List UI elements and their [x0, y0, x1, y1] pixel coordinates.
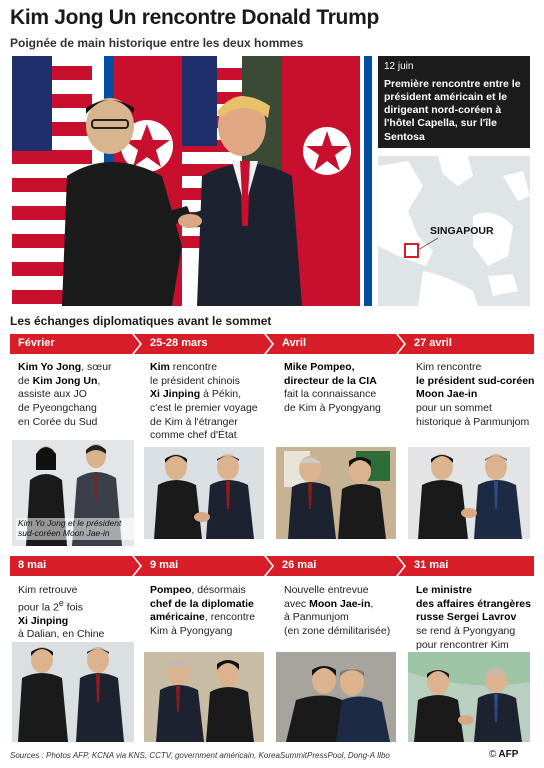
- photo-kim-moon: [408, 447, 530, 539]
- timeline-row-2-bar: [10, 556, 534, 576]
- timeline-date: 26 mai: [282, 559, 317, 571]
- afp-logo-text: AFP: [498, 749, 519, 760]
- meeting-date: 12 juin: [384, 61, 414, 72]
- timeline-date: 25-28 mars: [150, 337, 208, 349]
- sources-footer: Sources : Photos AFP, KCNA via KNS, CCTV, government américain, KoreaSummitPressPool, Dong-A Ilbo: [10, 751, 390, 760]
- meeting-info-box: [378, 56, 530, 148]
- timeline-text: Pompeo, désormais chef de la diplomatie américaine, rencontre Kim à Pyongyang: [150, 584, 256, 637]
- timeline-text: Kim retrouve pour la 2e fois Xi Jinping à Dalian, en Chine: [18, 584, 105, 641]
- timeline-text: Kim Yo Jong, sœur de Kim Jong Un, assiste aux JO de Pyeongchang en Corée du Sud: [18, 361, 112, 428]
- timeline-text: Kim rencontre le président chinois Xi Jinping à Pékin, c'est le premier voyage de Kim à l'étranger comme chef d'État: [150, 361, 258, 442]
- timeline-date: 27 avril: [414, 337, 452, 349]
- timeline-date: Février: [18, 337, 55, 349]
- photo-caption: Kim Yo Jong et le président sud-coréen Moon Jae-in: [16, 518, 136, 540]
- photo-kim-xi-dalian: [12, 642, 134, 742]
- photo-pompeo-kim-may: [144, 652, 264, 742]
- handshake-photo: [12, 56, 372, 306]
- afp-logo: [489, 749, 518, 760]
- timeline-text: Mike Pompeo, directeur de la CIA fait la connaissance de Kim à Pyongyang: [284, 361, 381, 414]
- page-title: Kim Jong Un rencontre Donald Trump: [10, 6, 379, 29]
- photo-pompeo-kim: [276, 447, 396, 539]
- timeline-text: Nouvelle entrevue avec Moon Jae-in, à Panmunjom (en zone démilitarisée): [284, 584, 391, 637]
- timeline-date: Avril: [282, 337, 307, 349]
- timeline-date: 9 mai: [150, 559, 179, 571]
- timeline-row-1-bar: [10, 334, 534, 354]
- photo-kim-xi: [144, 447, 264, 539]
- page-subtitle: Poignée de main historique entre les deux hommes: [10, 36, 304, 50]
- timeline-text: Kim rencontre le président sud-coréen Moon Jae-in pour un sommet historique à Panmunjom: [416, 361, 535, 428]
- timeline-date: 31 mai: [414, 559, 449, 571]
- photo-kim-moon-embrace: [276, 652, 396, 742]
- meeting-description: Première rencontre entre le président américain et le dirigeant nord-coréen à l'hôtel Capella, sur l'île Sentosa: [384, 78, 521, 143]
- photo-lavrov-kim: [408, 652, 530, 742]
- timeline-text: Le ministre des affaires étrangères russe Sergei Lavrov se rend à Pyongyang pour rencontrer Kim: [416, 584, 531, 651]
- timeline-title: Les échanges diplomatiques avant le sommet: [10, 314, 272, 328]
- map-label: SINGAPOUR: [430, 225, 494, 237]
- copyright-symbol: ©: [489, 749, 497, 760]
- timeline-date: 8 mai: [18, 559, 47, 571]
